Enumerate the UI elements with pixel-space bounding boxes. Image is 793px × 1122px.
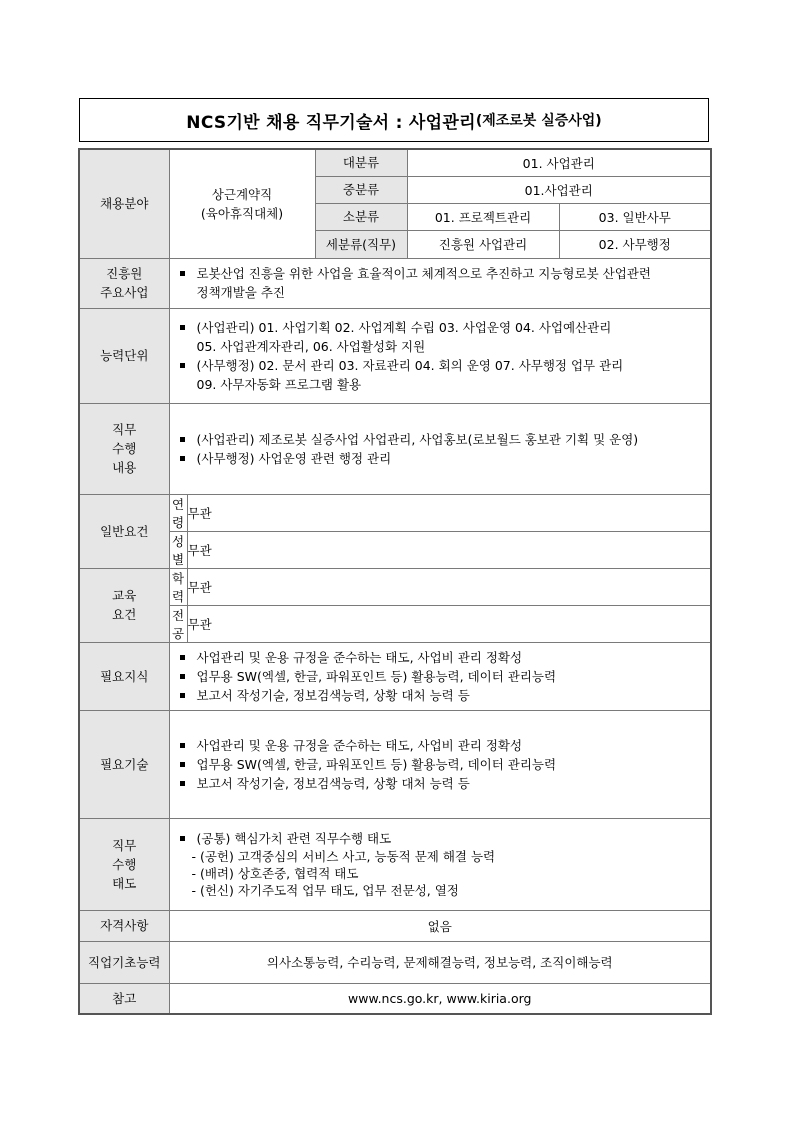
attitude-sub-2: - (배려) 상호존중, 협력적 태도 — [191, 866, 359, 881]
attitude-sub-3: - (헌신) 자기주도적 업무 태도, 업무 전문성, 열정 — [191, 883, 459, 898]
recruit-type-line2: (육아휴직대체) — [200, 205, 284, 221]
category-major-value: 01. 사업관리 — [407, 149, 711, 176]
competency-item-1: (사업관리) 01. 사업기획 02. 사업계획 수립 03. 사업운영 04. 사업예산관리 — [179, 318, 703, 337]
category-detail-label: 세분류(직무) — [315, 230, 407, 258]
knowledge-item-2: 업무용 SW(엑셀, 한글, 파워포인트 등) 활용능력, 데이터 관리능력 — [179, 667, 703, 686]
main-biz-label-line1: 진흥원 — [106, 266, 143, 281]
document-title — [79, 98, 709, 142]
degree-value: 무관 — [187, 568, 711, 605]
attitude-label-line2: 수행 — [112, 856, 137, 872]
knowledge-row — [79, 642, 711, 710]
skill-label: 필요기술 — [79, 710, 169, 818]
recruit-type-line1: 상근계약직 — [211, 186, 273, 202]
attitude-item: (공통) 핵심가치 관련 직무수행 태도 — [179, 829, 703, 848]
skill-row — [79, 710, 711, 818]
category-middle-value: 01.사업관리 — [407, 176, 711, 203]
attitude-label-line3: 태도 — [112, 875, 137, 891]
license-row — [79, 910, 711, 941]
main-biz-row — [79, 258, 711, 308]
duty-item-1: (사업관리) 제조로봇 실증사업 사업관리, 사업홍보(로보월드 홍보관 기획 및 운영) — [179, 430, 703, 449]
education-label-line1: 교육 — [112, 588, 137, 603]
job-description-table — [78, 148, 712, 1015]
general-label: 일반요건 — [79, 494, 169, 568]
general-gender-row — [79, 531, 711, 568]
competency-item-1-cont: 05. 사업관계자관리, 06. 사업활성화 지원 — [196, 338, 426, 354]
education-label — [79, 568, 169, 642]
attitude-label — [79, 818, 169, 910]
education-major-row — [79, 605, 711, 642]
competency-content — [169, 308, 711, 403]
major-label: 전공 — [169, 605, 187, 642]
category-detail-value-2: 02. 사무행정 — [559, 230, 711, 258]
competency-row — [79, 308, 711, 403]
basic-ability-label: 직업기초능력 — [79, 941, 169, 983]
competency-item-2-cont: 09. 사무자동화 프로그램 활용 — [196, 376, 362, 392]
category-major-label: 대분류 — [315, 149, 407, 176]
age-label: 연령 — [169, 494, 187, 531]
attitude-label-line1: 직무 — [112, 837, 137, 853]
recruit-label: 채용분야 — [79, 149, 169, 258]
category-minor-label: 소분류 — [315, 203, 407, 230]
recruit-row-1 — [79, 149, 711, 176]
duty-label-line2: 수행 — [112, 441, 137, 456]
education-degree-row — [79, 568, 711, 605]
degree-label: 학력 — [169, 568, 187, 605]
main-biz-item-cont: 정책개발을 추진 — [196, 285, 285, 300]
attitude-sub-1: - (공헌) 고객중심의 서비스 사고, 능동적 문제 해결 능력 — [191, 849, 496, 864]
duty-row — [79, 403, 711, 494]
reference-row — [79, 983, 711, 1014]
main-biz-content — [169, 258, 711, 308]
license-value: 없음 — [169, 910, 711, 941]
skill-item-2: 업무용 SW(엑셀, 한글, 파워포인트 등) 활용능력, 데이터 관리능력 — [179, 755, 703, 774]
skill-item-3: 보고서 작성기술, 정보검색능력, 상황 대처 능력 등 — [179, 774, 703, 793]
knowledge-item-1: 사업관리 및 운용 규정을 준수하는 태도, 사업비 관리 정확성 — [179, 648, 703, 667]
recruit-type — [169, 149, 315, 258]
knowledge-content — [169, 642, 711, 710]
main-biz-item: 로봇산업 진흥을 위한 사업을 효율적이고 체계적으로 추진하고 지능형로봇 산업관련 — [179, 264, 703, 283]
category-minor-value-2: 03. 일반사무 — [559, 203, 711, 230]
reference-label: 참고 — [79, 983, 169, 1014]
gender-value: 무관 — [187, 531, 711, 568]
competency-label: 능력단위 — [79, 308, 169, 403]
title-main: NCS기반 채용 직무기술서 : 사업관리 — [186, 112, 476, 133]
attitude-content — [169, 818, 711, 910]
basic-ability-value: 의사소통능력, 수리능력, 문제해결능력, 정보능력, 조직이해능력 — [169, 941, 711, 983]
knowledge-label: 필요지식 — [79, 642, 169, 710]
age-value: 무관 — [187, 494, 711, 531]
major-value: 무관 — [187, 605, 711, 642]
basic-ability-row — [79, 941, 711, 983]
duty-label-line3: 내용 — [112, 460, 137, 475]
attitude-row — [79, 818, 711, 910]
category-middle-label: 중분류 — [315, 176, 407, 203]
duty-label — [79, 403, 169, 494]
category-minor-value-1: 01. 프로젝트관리 — [407, 203, 559, 230]
reference-value: www.ncs.go.kr, www.kiria.org — [169, 983, 711, 1014]
duty-content — [169, 403, 711, 494]
main-biz-label-line2: 주요사업 — [100, 285, 149, 300]
license-label: 자격사항 — [79, 910, 169, 941]
competency-item-2: (사무행정) 02. 문서 관리 03. 자료관리 04. 회의 운영 07. 사무행정 업무 관리 — [179, 356, 703, 375]
general-age-row — [79, 494, 711, 531]
category-detail-value-1: 진흥원 사업관리 — [407, 230, 559, 258]
main-biz-label — [79, 258, 169, 308]
title-sub: (제조로봇 실증사업) — [475, 113, 602, 129]
duty-label-line1: 직무 — [112, 422, 137, 437]
skill-item-1: 사업관리 및 운용 규정을 준수하는 태도, 사업비 관리 정확성 — [179, 736, 703, 755]
education-label-line2: 요건 — [112, 607, 137, 622]
duty-item-2: (사무행정) 사업운영 관련 행정 관리 — [179, 449, 703, 468]
gender-label: 성별 — [169, 531, 187, 568]
knowledge-item-3: 보고서 작성기술, 정보검색능력, 상황 대처 능력 등 — [179, 686, 703, 705]
skill-content — [169, 710, 711, 818]
